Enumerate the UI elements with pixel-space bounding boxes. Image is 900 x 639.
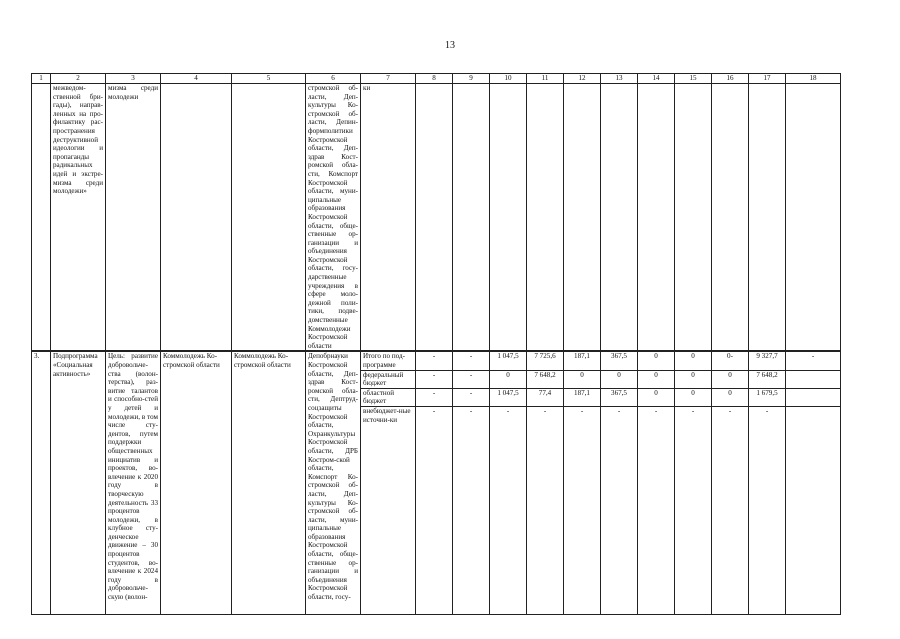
header-cell: 18	[786, 74, 841, 84]
funding-value: 0	[675, 370, 712, 388]
header-cell: 5	[232, 74, 306, 84]
header-cell: 4	[161, 74, 232, 84]
funding-value: -	[601, 406, 638, 614]
funding-value: -	[490, 406, 527, 614]
header-cell: 17	[749, 74, 786, 84]
funding-value: 0	[675, 388, 712, 406]
funding-total-value: 1 679,5	[749, 388, 786, 406]
budget-table	[31, 73, 841, 615]
funding-value: 367,5	[601, 352, 638, 370]
funding-value: 0	[638, 370, 675, 388]
header-cell: 16	[712, 74, 749, 84]
funding-row-total	[32, 352, 841, 370]
funding-value: -	[453, 388, 490, 406]
header-cell: 12	[564, 74, 601, 84]
header-cell: 15	[675, 74, 712, 84]
funding-value: -	[416, 388, 453, 406]
subprogram-goal-cell: Цель: развитие добровольче-ства (волон-терства), раз-витие талантов и способно-стей у детей и молодежи, в том числе сту-дентов, путем поддержки общественных инициатив и проектов, во-влечение к 2020 году в творческую деятельность 33 процентов молодежи, в клубное сту-денческое движение – 30 процентов студентов, во-влечение к 2024 году в добровольче-скую (волон-	[106, 352, 161, 615]
participants-cell: стромской об-ласти, Деп-культуры Ко-стромской об-ласти, Депин-формполитики Костромской области, Деп-здрав Кост-ромской обла-сти, Комспорт Костромской области, муни-ципальные образования Костромской области, обще-ственные ор-ганизации и объединения Костромской области, госу-дарственные учреждения в сфере моло-дежной поли-тики, подве-домственные Коммолодежи Костромской области	[306, 84, 361, 351]
header-cell: 7	[361, 74, 416, 84]
goal-cell: мизма среди молодежи	[106, 84, 161, 351]
header-cell: 6	[306, 74, 361, 84]
measure-name-cell: межведом-ственной бри-гады), направ-ленных на про-филактику рас-пространения деструктивной идеологии и пропаганды радикальных идей и экстре-мизма среди молодежи»	[51, 84, 106, 351]
funding-value: -	[527, 406, 564, 614]
funding-value: 0	[638, 388, 675, 406]
subprogram-participants-cell: Депобрнауки Костромской области, Деп-здрав Кост-ромской обла-сти, Дептруд-соцзащиты Костромской области, Охранкультуры Костромской области, ДРБ Костром-ской области, Комспорт Ко-стромской об-ласти, Деп-культуры Ко-стромской об-ласти, муни-ципальные образования Костромской области, обще-ственные ор-ганизации и объединения Костромской области, госу-	[306, 352, 361, 615]
continuation-row	[32, 84, 841, 351]
funding-value: 7 725,6	[527, 352, 564, 370]
funding-total-value: 9 327,7	[749, 352, 786, 370]
funding-value: 1 047,5	[490, 388, 527, 406]
coordinator-cell: Коммолодежь Ко-стромской области	[232, 352, 306, 615]
page-number: 13	[445, 40, 455, 51]
funding-total-value: -	[749, 406, 786, 614]
funding-source-label: областной бюджет	[361, 388, 416, 406]
funding-total-value: 7 648,2	[749, 370, 786, 388]
funding-value: -	[712, 406, 749, 614]
funding-value: -	[564, 406, 601, 614]
funding-source-label: федеральный бюджет	[361, 370, 416, 388]
funding-value: 7 648,2	[527, 370, 564, 388]
funding-value: 0	[675, 352, 712, 370]
funding-value: -	[416, 406, 453, 614]
funding-value: 1 047,5	[490, 352, 527, 370]
header-cell: 13	[601, 74, 638, 84]
funding-source-label: Итого по под-программе	[361, 352, 416, 370]
funding-source-cell: ки	[361, 84, 416, 351]
header-cell: 14	[638, 74, 675, 84]
funding-value: -	[453, 370, 490, 388]
funding-value: -	[416, 352, 453, 370]
funding-note	[786, 388, 841, 406]
funding-note	[786, 370, 841, 388]
funding-value: -	[638, 406, 675, 614]
funding-value: 0	[564, 370, 601, 388]
funding-value: 0	[712, 388, 749, 406]
row-number: 3.	[32, 352, 51, 615]
funding-value: -	[416, 370, 453, 388]
header-cell: 10	[490, 74, 527, 84]
funding-value: 0	[601, 370, 638, 388]
funding-value: 0-	[712, 352, 749, 370]
funding-value: 0	[638, 352, 675, 370]
header-cell: 2	[51, 74, 106, 84]
funding-value: 0	[490, 370, 527, 388]
funding-value: 187,1	[564, 388, 601, 406]
funding-value: -	[453, 406, 490, 614]
header-cell: 11	[527, 74, 564, 84]
funding-note	[786, 406, 841, 614]
funding-value: -	[453, 352, 490, 370]
funding-value: 0	[712, 370, 749, 388]
header-cell: 8	[416, 74, 453, 84]
header-row	[32, 74, 841, 84]
header-cell: 1	[32, 74, 51, 84]
header-cell: 9	[453, 74, 490, 84]
subprogram-name-cell: Подпрограмма «Социальная активность»	[51, 352, 106, 615]
funding-source-label: внебюджет-ные источни-ки	[361, 406, 416, 614]
responsible-executor-cell: Коммолодежь Ко-стромской области	[161, 352, 232, 615]
funding-value: 187,1	[564, 352, 601, 370]
header-cell: 3	[106, 74, 161, 84]
funding-value: 77,4	[527, 388, 564, 406]
funding-note: -	[786, 352, 841, 370]
funding-value: -	[675, 406, 712, 614]
funding-value: 367,5	[601, 388, 638, 406]
